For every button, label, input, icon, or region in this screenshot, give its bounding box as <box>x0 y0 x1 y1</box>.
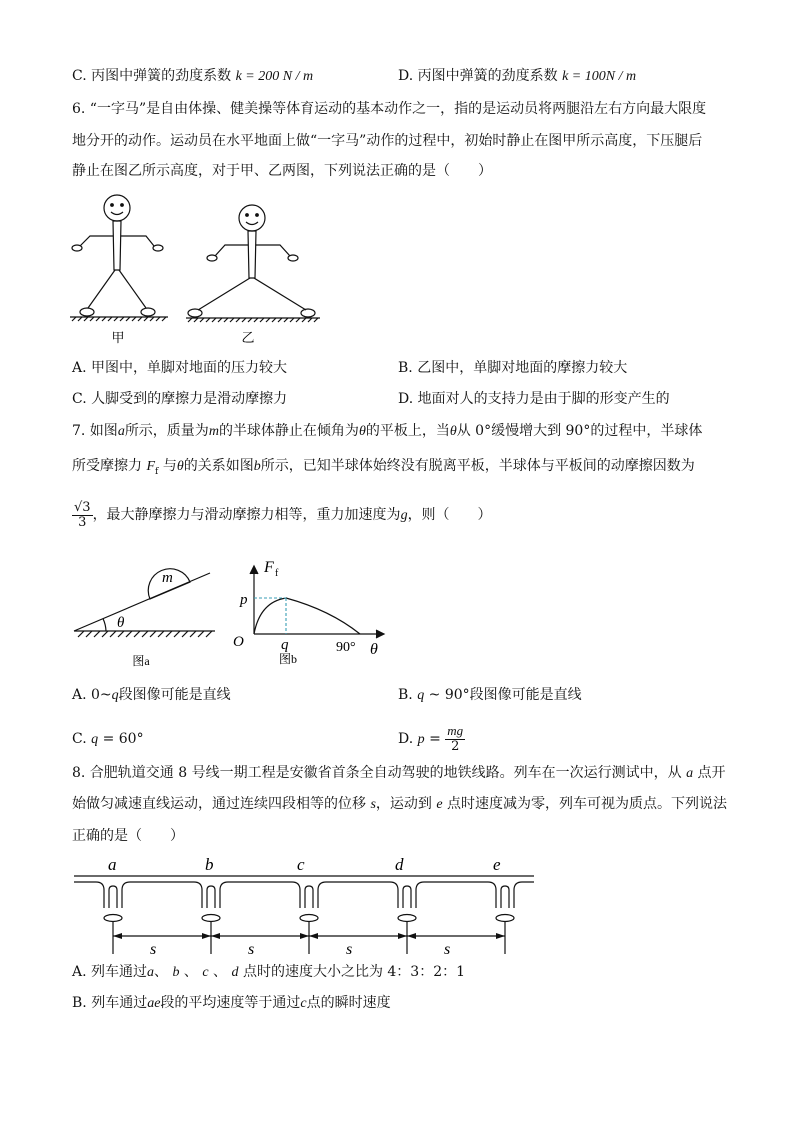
q5-option-c: C. 丙图中弹簧的劲度系数 k = 200 N / m <box>72 68 314 84</box>
q6-option-d: D. 地面对人的支持力是由于脚的形变产生的 <box>398 391 670 407</box>
figure-b-label: 图b <box>278 652 298 666</box>
figure-jia-label: 甲 <box>111 330 125 345</box>
point-a: a <box>108 855 117 874</box>
axis-p-label: p <box>240 592 248 608</box>
point-c: c <box>297 855 305 874</box>
axis-o-label: O <box>233 634 244 650</box>
q7-option-a: A. 0~q段图像可能是直线 <box>72 687 231 703</box>
angle-label: θ <box>117 615 125 631</box>
q8-stem-line3: 正确的是（ ） <box>72 828 184 844</box>
q5-option-d-eq: k = 100N / m <box>562 69 637 84</box>
figure-yi-label: 乙 <box>241 330 255 345</box>
q6-stem-line2: 地分开的动作。运动员在水平地面上做“一字马”动作的过程中，初始时静止在图甲所示高度，下压腿后 <box>72 133 703 149</box>
mu-fraction: $\frac{√3}{3}$ <box>74 499 91 530</box>
q7-option-d: D. p = $\frac{mg}{2}$ <box>398 723 464 754</box>
figure-jia <box>70 195 168 321</box>
q8-option-b: B. 列车通过ae段的平均速度等于通过c点的瞬时速度 <box>72 995 391 1011</box>
q7-figure-a <box>70 555 230 670</box>
segment-s-1: s <box>150 941 157 958</box>
q8-stem-line2: 始做匀减速直线运动，通过连续四段相等的位移 s，运动到 e 点时速度减为零，列车可视为质点。下列说法 <box>72 796 728 812</box>
q6-figure <box>68 190 328 350</box>
q6-option-a: A. 甲图中，单脚对地面的压力较大 <box>72 360 288 376</box>
q6-option-c: C. 人脚受到的摩擦力是滑动摩擦力 <box>72 391 288 407</box>
q7-stem-line2: 所受摩擦力 $F_f$ 与θ的关系如图b所示，已知半球体始终没有脱离平板，半球体与平板间的动摩擦因数为 <box>72 458 695 477</box>
q5-option-c-eq: k = 200 N / m <box>235 69 314 84</box>
figure-a-label: 图a <box>132 654 150 668</box>
point-e: e <box>493 855 501 874</box>
axis-theta-label: θ <box>370 641 378 658</box>
point-d: d <box>395 855 404 874</box>
mass-label: m <box>162 570 173 586</box>
q7-option-c: C. q = 60° <box>72 731 144 747</box>
q7-stem-line1: 7. 如图a所示，质量为m的半球体静止在倾角为θ的平板上，当θ从 0°缓慢增大到 90°的过程中，半球体 <box>72 423 703 439</box>
axis-90-label: 90° <box>336 640 356 655</box>
q6-stem-line1: 6. “一字马”是自由体操、健美操等体育运动的基本动作之一，指的是运动员将两腿沿左右方向最大限度 <box>72 101 707 117</box>
q5-option-d: D. 丙图中弹簧的劲度系数 k = 100N / m <box>398 68 637 84</box>
q8-figure <box>70 850 540 960</box>
svg-text:f: f <box>275 568 279 579</box>
q7-stem-line3: $\frac{√3}{3}$ ，最大静摩擦力与滑动摩擦力相等，重力加速度为g，则（ ） <box>74 499 492 530</box>
segment-s-2: s <box>248 941 255 958</box>
figure-yi <box>186 205 320 322</box>
q8-stem-line1: 8. 合肥轨道交通 8 号线一期工程是安徽省首条全自动驾驶的地铁线路。列车在一次运行测试中，从 a 点开 <box>72 765 726 781</box>
svg-text:F: F <box>264 559 274 576</box>
q6-stem-line3: 静止在图乙所示高度，对于甲、乙两图，下列说法正确的是（ ） <box>72 163 492 179</box>
axis-q-label: q <box>281 637 289 653</box>
q6-option-b: B. 乙图中，单脚对地面的摩擦力较大 <box>398 360 628 376</box>
friction-curve <box>254 598 360 634</box>
q7-figure-b <box>230 550 400 670</box>
q8-option-a: A. 列车通过a、 b 、 c 、 d 点时的速度大小之比为 4：3：2：1 <box>72 964 466 980</box>
segment-s-3: s <box>346 941 353 958</box>
point-b: b <box>205 855 214 874</box>
q7-option-b: B. q ~ 90°段图像可能是直线 <box>398 687 582 703</box>
segment-s-4: s <box>444 941 451 958</box>
